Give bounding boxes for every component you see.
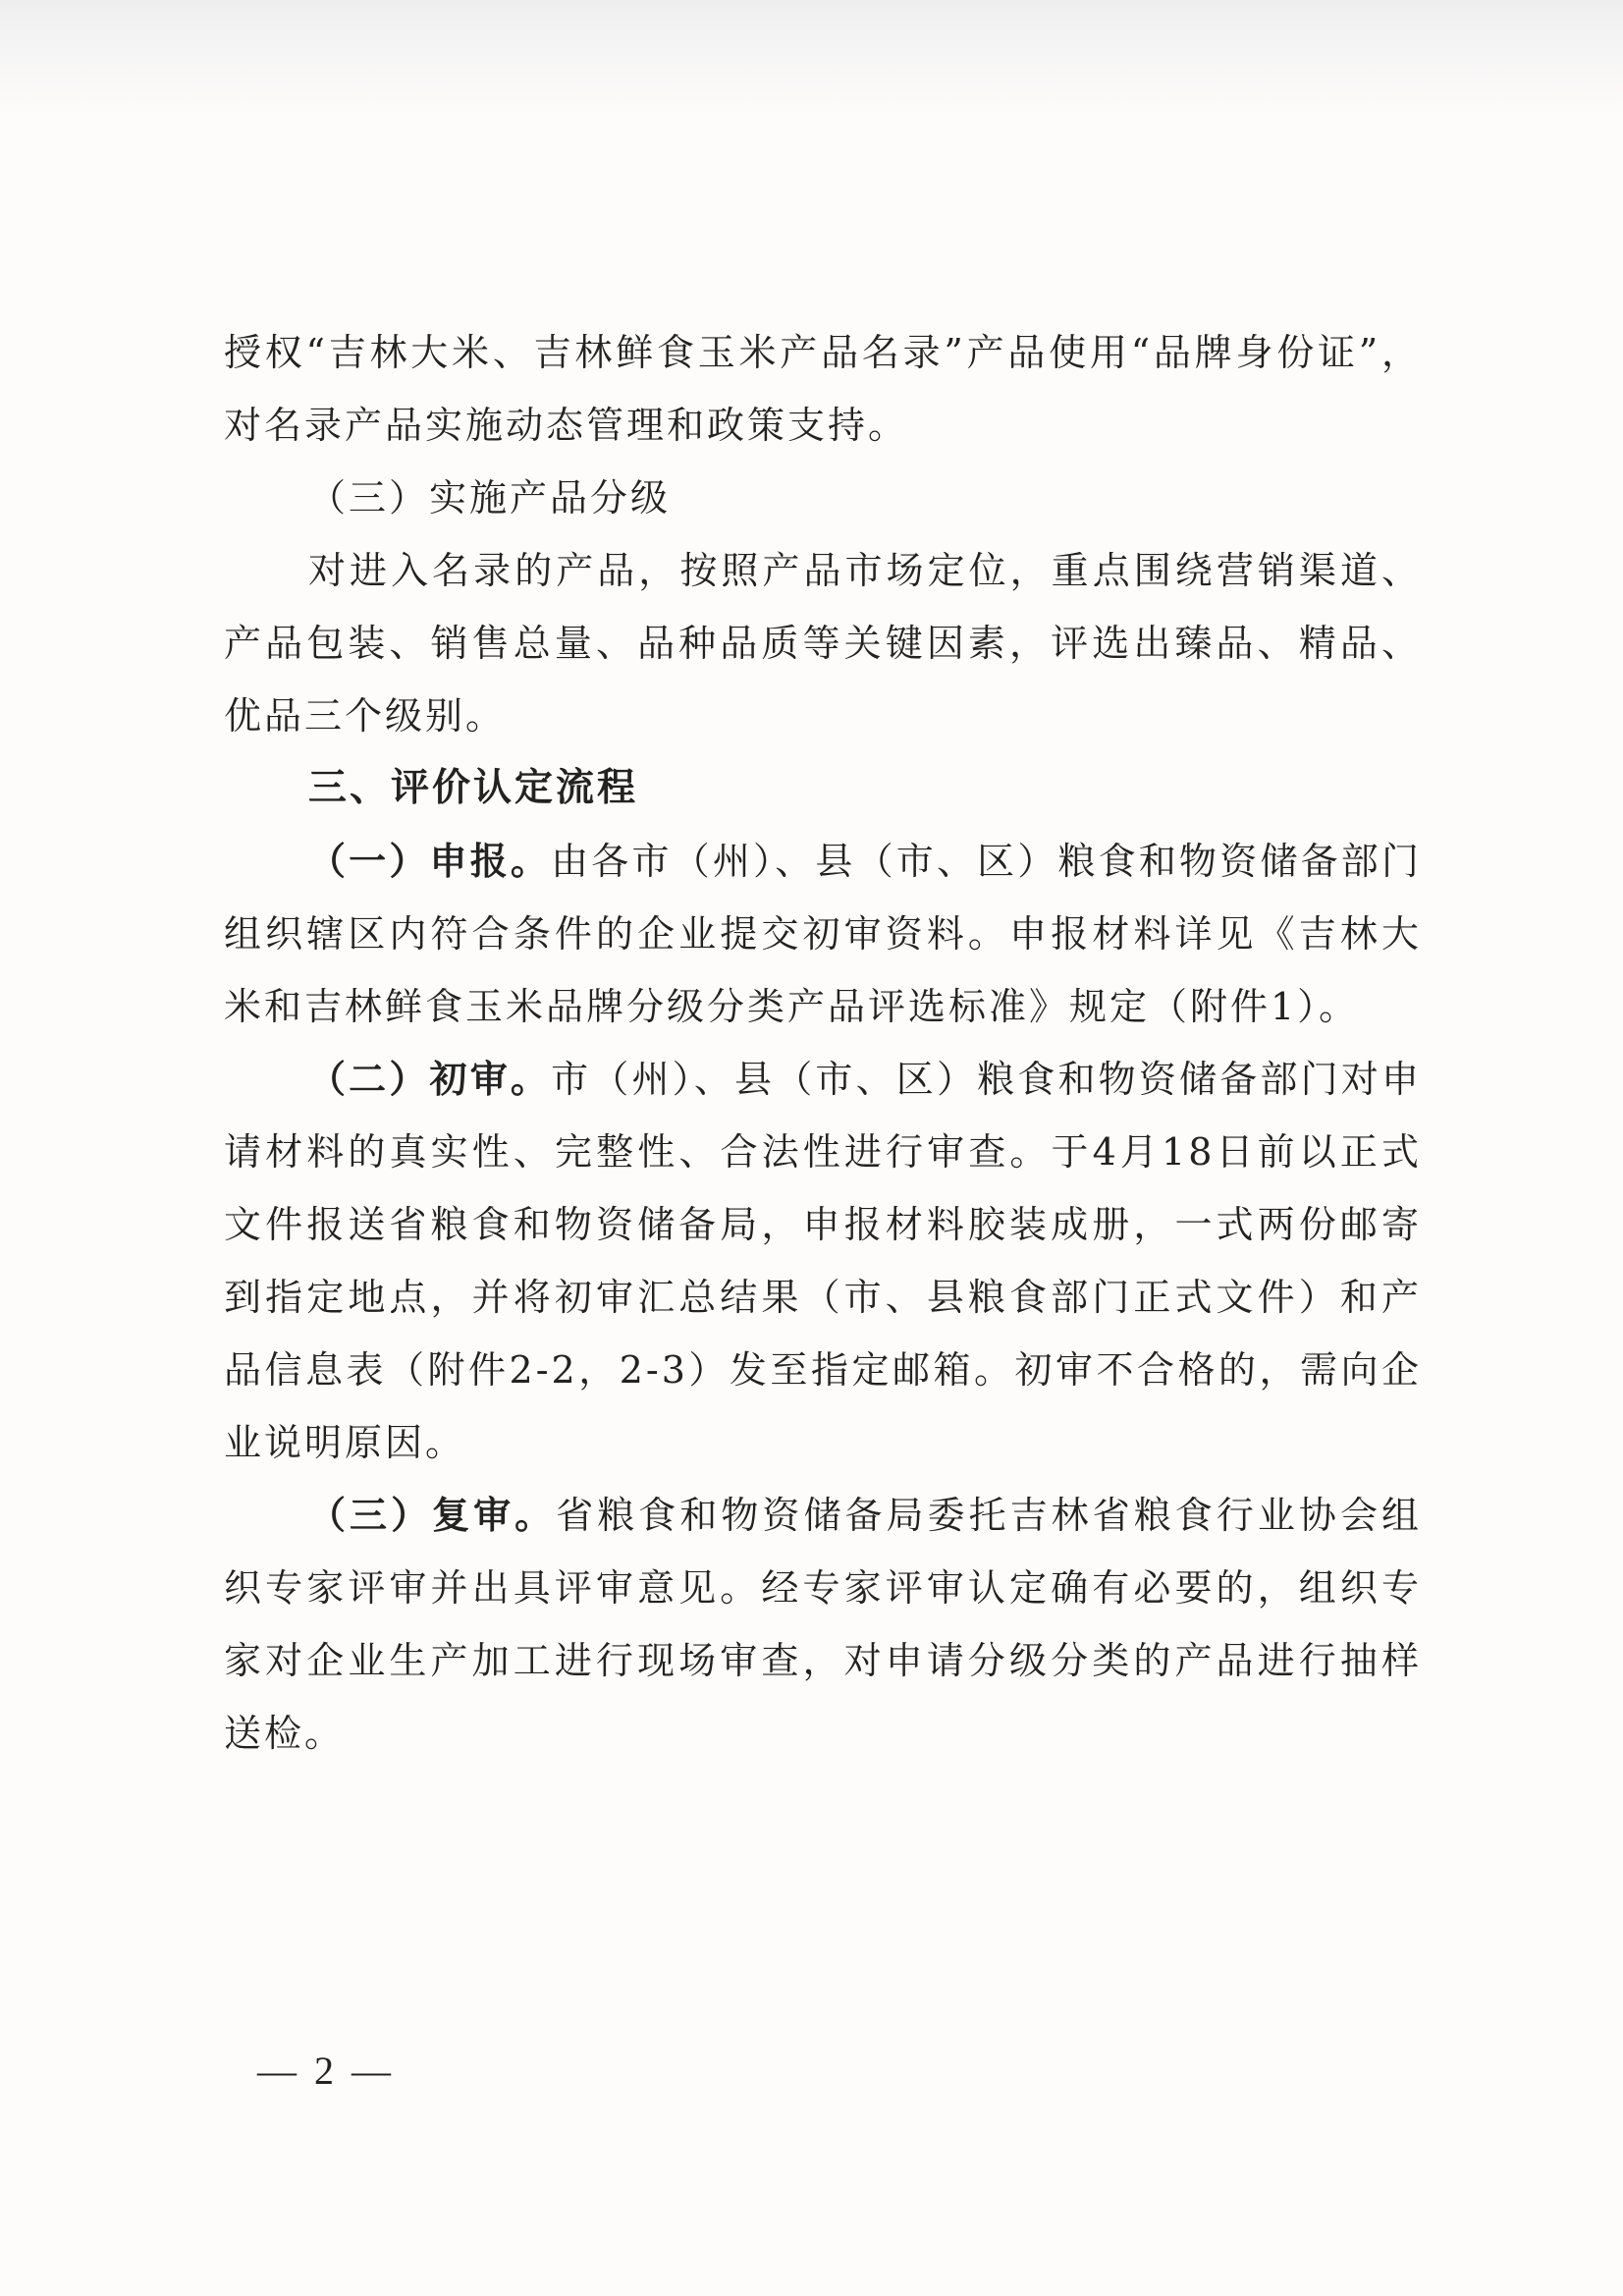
- text-initial-review: 市（州）、县（市、区）粮食和物资储备部门对申请材料的真实性、完整性、合法性进行审查。于4月18日前以正式文件报送省粮食和物资储备局，申报材料胶装成册，一式两份邮寄到指定地点，并将初审汇总结果（市、县粮食部门正式文件）和产品信息表（附件2-2，2-3）发至指定邮箱。初审不合格的，需向企业说明原因。: [224, 1058, 1422, 1464]
- text-second-review: 省粮食和物资储备局委托吉林省粮食行业协会组织专家评审并出具评审意见。经专家评审认定确有必要的，组织专家对企业生产加工进行现场审查，对申请分级分类的产品进行抽样送检。: [224, 1494, 1422, 1755]
- lead-second-review: （三）复审。: [308, 1494, 557, 1537]
- section-heading-evaluation-process: 三、评价认定流程: [308, 766, 639, 810]
- paragraph-grading: 对进入名录的产品，按照产品市场定位，重点围绕营销渠道、产品包装、销售总量、品种品质等关键因素，评选出臻品、精品、优品三个级别。: [224, 549, 1422, 738]
- paragraph-second-review: [224, 1479, 1422, 1770]
- text-application: 由各市（州）、县（市、区）粮食和物资储备部门组织辖区内符合条件的企业提交初审资料。申报材料详见《吉林大米和吉林鲜食玉米品牌分级分类产品评选标准》规定（附件1）。: [224, 840, 1422, 1028]
- document-body: [224, 316, 1422, 1770]
- lead-initial-review: （二）初审。: [308, 1058, 552, 1101]
- paragraph-initial-review: [224, 1043, 1422, 1479]
- scan-top-band: [0, 0, 1623, 118]
- page-number: — 2 —: [257, 2049, 395, 2093]
- lead-application: （一）申报。: [308, 840, 552, 883]
- subheading-product-grading: （三）实施产品分级: [308, 476, 672, 519]
- paragraph-authorization: 授权“吉林大米、吉林鲜食玉米产品名录”产品使用“品牌身份证”，对名录产品实施动态管理和政策支持。: [224, 331, 1422, 447]
- paragraph-application: [224, 825, 1422, 1043]
